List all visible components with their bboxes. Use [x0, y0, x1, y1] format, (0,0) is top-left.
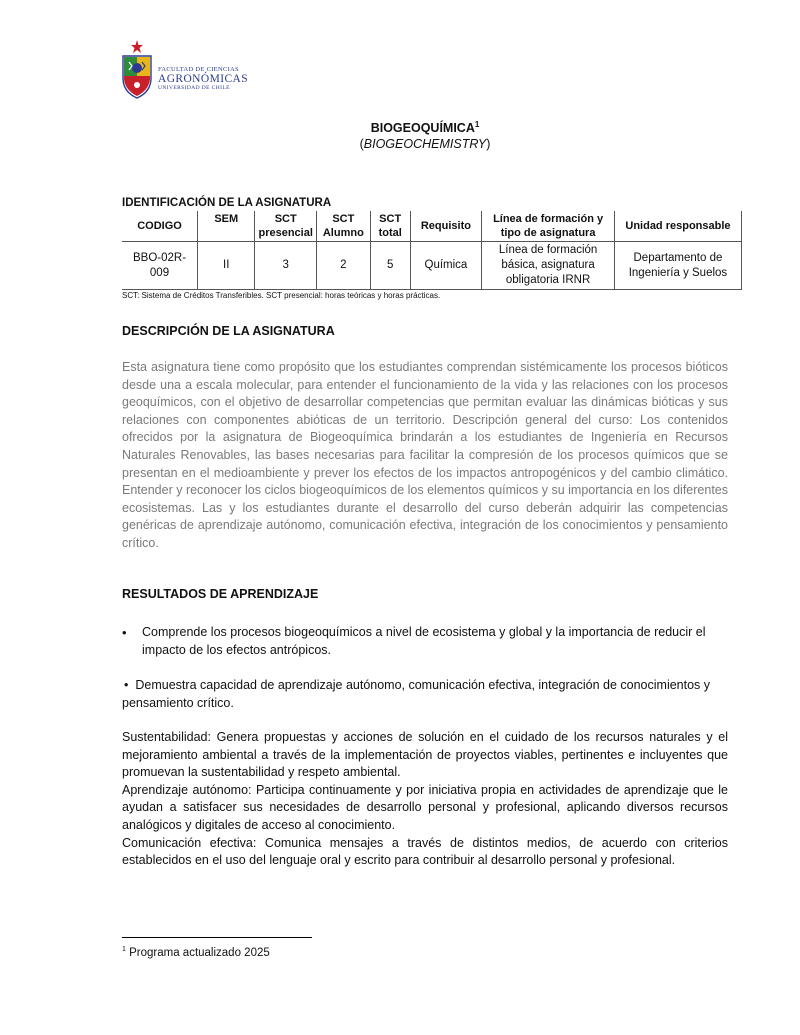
- cell-requisito: Química: [410, 242, 482, 290]
- description-text: Esta asignatura tiene como propósito que los estudiantes comprendan sistémicamente los procesos bióticos desde una a escala molecular, para entender el funcionamiento de la vida y las relaciones con los procesos geoquímicos, con el objetivo de desarrollar competencias que permitan evaluar las dinámicas bióticas y sus relaciones con componentes abióticas de un territorio. Descripción general del curso: Los contenidos ofrecidos por la asignatura de Biogeoquímica brindarán a los estudiantes de Ingeniería en Recursos Naturales Renovables, las bases necesarias para facilitar la compresión de los procesos químicos que se presentan en el medioambiente y prever los efectos de los impactos antropogénicos y del cambio climático. Entender y reconocer los ciclos biogeoquímicos de los elementos químicos y su importancia en los diferentes ecosistemas. Las y los estudiantes durante el desarrollo del curso deberán adquirir las competencias genéricas de aprendizaje autónomo, comunicación efectiva, integración de los conocimientos y pensamiento crítico.: [122, 360, 728, 550]
- identification-heading: IDENTIFICACIÓN DE LA ASIGNATURA: [122, 197, 332, 209]
- identification-table: [122, 211, 742, 290]
- results-heading: RESULTADOS DE APRENDIZAJE: [122, 587, 319, 601]
- course-subtitle: [0, 137, 800, 151]
- course-title: [0, 120, 800, 135]
- competency-aprendizaje-autonomo: Aprendizaje autónomo: Participa continuamente y por iniciativa propia en actividades de aprendizaje que le ayudan a satisfacer sus necesidades de desarrollo personal y profesional, aplicando diversos recursos analógicos y digitales de acceso al conocimiento.: [122, 782, 728, 832]
- col-header-unidad-responsable: Unidad responsable: [614, 211, 741, 242]
- cell-linea-formacion: Línea de formación básica, asignatura obligatoria IRNR: [482, 242, 615, 290]
- cell-sct-alumno: 2: [316, 242, 370, 290]
- bullet-icon: •: [124, 678, 129, 692]
- footnote-separator: [122, 937, 312, 938]
- footnote: [122, 946, 270, 959]
- col-header-codigo: CODIGO: [122, 211, 198, 242]
- col-header-requisito: Requisito: [410, 211, 482, 242]
- col-header-sct-alumno: SCT Alumno: [316, 211, 370, 242]
- course-title-text: BIOGEOQUÍMICA: [370, 121, 475, 136]
- subtitle-paren-open: (: [359, 137, 364, 151]
- cell-sct-presencial: 3: [255, 242, 316, 290]
- logo-line-3: UNIVERSIDAD DE CHILE: [158, 85, 230, 91]
- competencies-section: [122, 729, 728, 870]
- cell-codigo: BBO-02R-009: [122, 242, 198, 290]
- cell-sem: II: [198, 242, 255, 290]
- list-item: [122, 677, 728, 712]
- logo-line-2: AGRONÓMICAS: [158, 73, 249, 85]
- course-subtitle-english: BIOGEOCHEMISTRY: [363, 137, 487, 151]
- competency-comunicacion-efectiva: Comunicación efectiva: Comunica mensajes a través de distintos medios, de acuerdo con criterios establecidos en el uso del lenguaje oral y escrito para contribuir al desarrollo personal y profesional.: [122, 835, 728, 868]
- table-row: [122, 242, 742, 290]
- list-item: • Comprende los procesos biogeoquímicos a nivel de ecosistema y global y la importancia de reducir el impacto de los efectos antrópicos.: [122, 624, 722, 659]
- description-heading: DESCRIPCIÓN DE LA ASIGNATURA: [122, 324, 335, 338]
- logo-wordmark: [158, 66, 248, 92]
- university-crest-icon: [120, 38, 154, 100]
- table-header-row: [122, 211, 742, 242]
- title-footnote-ref: 1: [474, 120, 480, 129]
- results-list: [122, 624, 722, 659]
- col-header-sct-total: SCT total: [370, 211, 410, 242]
- col-header-sct-presencial: SCT presencial: [255, 211, 316, 242]
- subtitle-paren-close: ): [486, 137, 491, 151]
- logo-line-1: FACULTAD DE CIENCIAS: [158, 66, 239, 73]
- sct-note: SCT: Sistema de Créditos Transferibles. SCT presencial: horas teóricas y horas prácticas.: [122, 291, 441, 300]
- col-header-linea-formacion: Línea de formación y tipo de asignatura: [482, 211, 615, 242]
- cell-sct-total: 5: [370, 242, 410, 290]
- faculty-logo: [120, 38, 249, 100]
- footnote-text: Programa actualizado 2025: [129, 946, 270, 959]
- result-item-2-text: Demuestra capacidad de aprendizaje autónomo, comunicación efectiva, integración de conocimientos y pensamiento crítico.: [122, 678, 711, 710]
- cell-unidad-responsable: Departamento de Ingeniería y Suelos: [614, 242, 741, 290]
- col-header-sem: SEM: [198, 211, 255, 242]
- competency-sustentabilidad: Sustentabilidad: Genera propuestas y acciones de solución en el cuidado de los recursos naturales y el mejoramiento ambiental a través de la implementación de proyectos viables, pertinentes e incluyentes que promuevan la sustentabilidad y respeto ambiental.: [122, 730, 728, 780]
- footnote-mark: 1: [122, 946, 126, 953]
